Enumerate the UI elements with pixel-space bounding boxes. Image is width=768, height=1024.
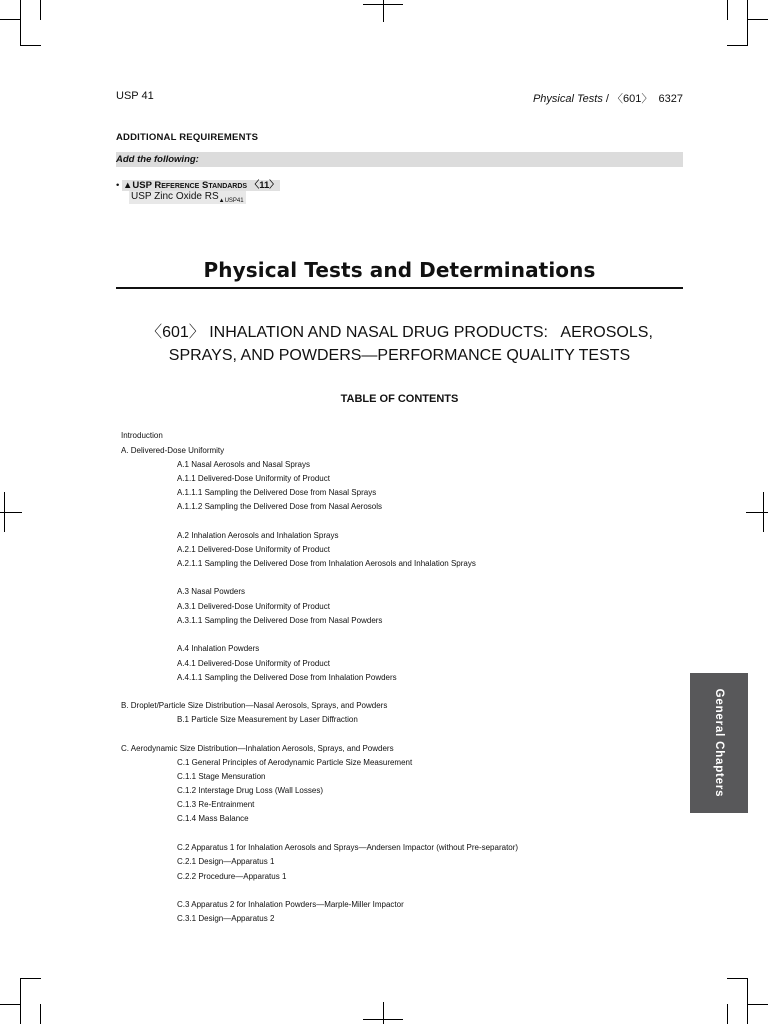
add-following-label: Add the following: — [116, 154, 199, 165]
toc-item[interactable]: A.1.1.2 Sampling the Delivered Dose from Nasal Aerosols — [177, 502, 382, 511]
chapter-number: 11 — [259, 180, 270, 191]
revision-marker: ▲ — [122, 180, 133, 191]
add-following-bar — [116, 152, 683, 167]
reference-standard-name: USP Zinc Oxide RS — [131, 191, 219, 202]
toc-item[interactable]: C.1 General Principles of Aerodynamic Particle Size Measurement — [177, 758, 413, 767]
section-title: Physical Tests and Determinations — [203, 258, 596, 282]
chapter-bracket-open: 〈 — [247, 180, 260, 191]
toc-item[interactable]: C.1.2 Interstage Drug Loss (Wall Losses) — [177, 786, 323, 795]
toc-item[interactable]: A.1.1.1 Sampling the Delivered Dose from Nasal Sprays — [177, 488, 377, 497]
toc-item[interactable]: A.4.1 Delivered-Dose Uniformity of Product — [177, 659, 330, 668]
chapter-bracket-close: 〉 — [269, 180, 279, 191]
additional-requirements-heading: ADDITIONAL REQUIREMENTS — [116, 132, 259, 143]
running-header-right — [533, 90, 683, 106]
reference-standards-link[interactable] — [122, 180, 280, 191]
toc-item[interactable]: A.3 Nasal Powders — [177, 587, 246, 596]
toc-item[interactable]: A.3.1 Delivered-Dose Uniformity of Product — [177, 602, 330, 611]
chapter-title — [116, 321, 683, 367]
page-number: 6327 — [658, 93, 683, 105]
toc-item[interactable]: A.2.1 Delivered-Dose Uniformity of Product — [177, 545, 330, 554]
toc-item[interactable]: C.3 Apparatus 2 for Inhalation Powders—Marple-Miller Impactor — [177, 900, 404, 909]
chapter-title-line-1: 〈601〉 INHALATION AND NASAL DRUG PRODUCTS: AEROSOLS, — [146, 324, 653, 341]
toc-item[interactable]: C.1.4 Mass Balance — [177, 814, 249, 823]
reference-standards-line — [116, 177, 280, 191]
toc-item[interactable]: B. Droplet/Particle Size Distribution—Nasal Aerosols, Sprays, and Powders — [121, 701, 388, 710]
toc-item[interactable]: C.1.3 Re-Entrainment — [177, 800, 255, 809]
section-divider — [116, 287, 683, 289]
toc-item[interactable]: A.2.1.1 Sampling the Delivered Dose from Inhalation Aerosols and Inhalation Sprays — [177, 559, 476, 568]
toc-item[interactable]: C.2.2 Procedure—Apparatus 1 — [177, 872, 287, 881]
toc-item[interactable]: A.4 Inhalation Powders — [177, 644, 260, 653]
toc-item[interactable]: A.2 Inhalation Aerosols and Inhalation Sprays — [177, 531, 339, 540]
toc-item[interactable]: A.1.1 Delivered-Dose Uniformity of Product — [177, 474, 330, 483]
header-section: Physical Tests — [532, 93, 603, 105]
reference-standard-item — [129, 191, 246, 204]
toc-item[interactable]: C. Aerodynamic Size Distribution—Inhalation Aerosols, Sprays, and Powders — [121, 744, 394, 753]
toc-item[interactable]: A. Delivered-Dose Uniformity — [121, 446, 225, 455]
toc-item[interactable]: C.2.1 Design—Apparatus 1 — [177, 857, 275, 866]
reference-standards-label: USP Reference Standards — [132, 180, 248, 191]
toc-heading: TABLE OF CONTENTS — [340, 393, 459, 405]
toc-item[interactable]: A.3.1.1 Sampling the Delivered Dose from Nasal Powders — [177, 616, 383, 625]
revision-tag: ▲USP41 — [218, 198, 244, 204]
running-header-left: USP 41 — [116, 90, 154, 102]
general-chapters-tab[interactable] — [690, 673, 748, 813]
toc-item[interactable]: A.1 Nasal Aerosols and Nasal Sprays — [177, 460, 310, 469]
header-slash: / — [602, 93, 613, 105]
toc-item[interactable]: B.1 Particle Size Measurement by Laser Diffraction — [177, 715, 358, 724]
toc-item[interactable]: A.4.1.1 Sampling the Delivered Dose from Inhalation Powders — [177, 673, 397, 682]
header-chapter-ref: 〈601〉 — [612, 93, 653, 105]
toc-item[interactable]: C.1.1 Stage Mensuration — [177, 772, 266, 781]
toc-item[interactable]: C.3.1 Design—Apparatus 2 — [177, 914, 275, 923]
toc-item[interactable]: C.2 Apparatus 1 for Inhalation Aerosols and Sprays—Andersen Impactor (without Pre-separator) — [177, 843, 519, 852]
bullet: • — [116, 180, 120, 191]
chapter-title-line-2: SPRAYS, AND POWDERS—PERFORMANCE QUALITY TESTS — [168, 347, 631, 364]
side-tab-label: General Chapters — [713, 688, 725, 798]
toc-item[interactable]: Introduction — [121, 431, 163, 440]
